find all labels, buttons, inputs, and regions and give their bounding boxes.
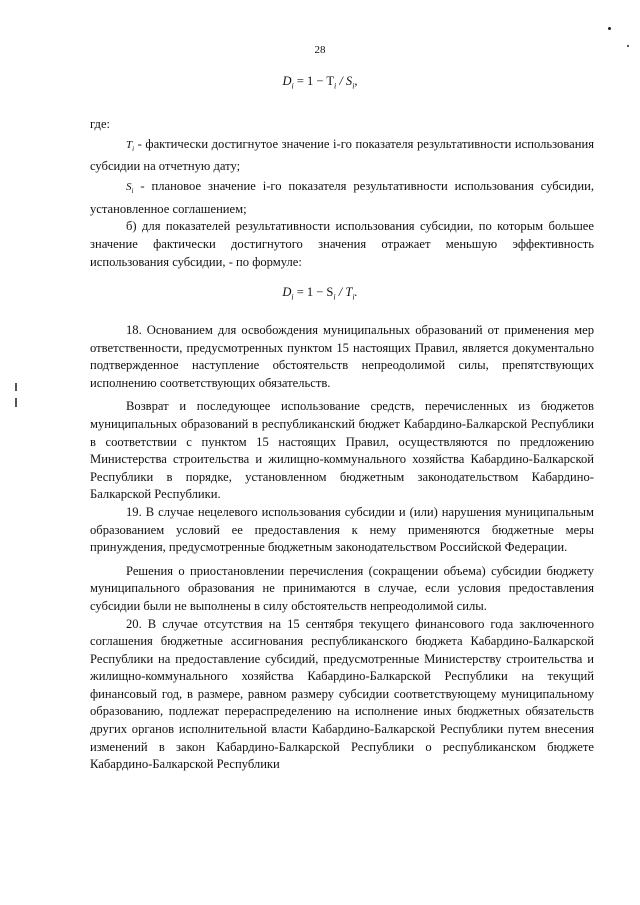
symbol-t: $T_i$ [126, 138, 135, 153]
scan-speck [608, 27, 611, 30]
formula-sub: i [352, 292, 355, 302]
formula-sub: i [352, 81, 355, 91]
scan-speck [627, 45, 629, 47]
formula-sub: i [291, 81, 294, 91]
page-number: 28 [314, 44, 326, 56]
paragraph-18-return: Возврат и последующее использование средств, перечисленных из бюджетов муниципальных образований в республиканский бюджет Кабардино-Балкарской Республики в соответствии с пунктом 15 настоящих Правил, осуществляются по предложению Министерства строительства и жилищно-коммунального хозяйства Кабардино-Балкарской Республики в порядке, установленном бюджетным законодательством Кабардино-Балкарской Республики. [90, 399, 594, 502]
formula-end: , [354, 74, 358, 88]
formula-end: . [354, 285, 358, 299]
symbol-s: $S_i$ [126, 180, 134, 196]
formula-op: = 1 − S [296, 285, 334, 299]
intro-text: где: [90, 117, 111, 131]
definition-s-text: - плановое значение i-го показателя результативности использования субсидии, установленное соглашением; [90, 178, 594, 216]
scan-margin-mark [15, 398, 17, 407]
formula-1 [0, 74, 640, 91]
definition-t [90, 136, 594, 176]
definition-t-text: - фактически достигнутое значение i-го показателя результативности использования субсидии на отчетную дату; [90, 136, 594, 174]
formula-lhs: D [282, 285, 292, 299]
paragraph-19: 19. В случае нецелевого использования субсидии и (или) нарушения муниципальным образованием условий ее предоставления к нему применяются бюджетные меры принуждения, предусмотренные бюджетным законодательством Российской Федерации. [90, 504, 594, 555]
paragraph-19-decisions: Решения о приостановлении перечисления (сокращении объема) субсидии бюджету муниципального образования не принимаются в случае, если условия предоставления субсидии были не выполнены в силу обстоятельств непреодолимой силы. [90, 563, 594, 613]
paragraph-20: 20. В случае отсутствия на 15 сентября текущего финансового года заключенного соглашения бюджетные ассигнования республиканского бюджета Кабардино-Балкарской Республики на предоставление субсидий, предусмотренные Министерству строительства и жилищно-коммунального хозяйства Кабардино-Балкарской Республики на текущий финансовый год, в размере, равном размеру субсидии соответствующему муниципальному образованию, подлежат перераспределению на исполнение иных бюджетных обязательств других органов исполнительной власти Кабардино-Балкарской Республики путем внесения изменений в закон Кабардино-Балкарской Республики о республиканском бюджете Кабардино-Балкарской Республики [90, 616, 594, 772]
paragraph-18: 18. Основанием для освобождения муниципальных образований от применения мер ответственности, предусмотренных пунктом 15 настоящих Правил, является документально подтвержденное наступление обстоятельств непреодолимой силы, препятствующих исполнению соответствующих обязательств. [90, 323, 594, 390]
main-text-block [90, 322, 594, 774]
formula-sub: i [333, 81, 337, 91]
item-b: б) для показателей результативности использования субсидии, по которым большее значение фактически достигнутого значения отражает меньшую эффективность использования субсидии, - по формуле: [90, 219, 594, 269]
definitions-block [90, 116, 594, 271]
formula-op: / T [335, 285, 353, 299]
formula-lhs: D [282, 74, 292, 88]
definition-s [90, 178, 594, 218]
formula-sub: i [333, 292, 336, 302]
formula-op: = 1 − T [296, 74, 334, 88]
formula-sub: i [291, 292, 294, 302]
formula-op: / S [336, 74, 353, 88]
formula-2 [0, 285, 640, 302]
scan-margin-mark [15, 383, 17, 391]
